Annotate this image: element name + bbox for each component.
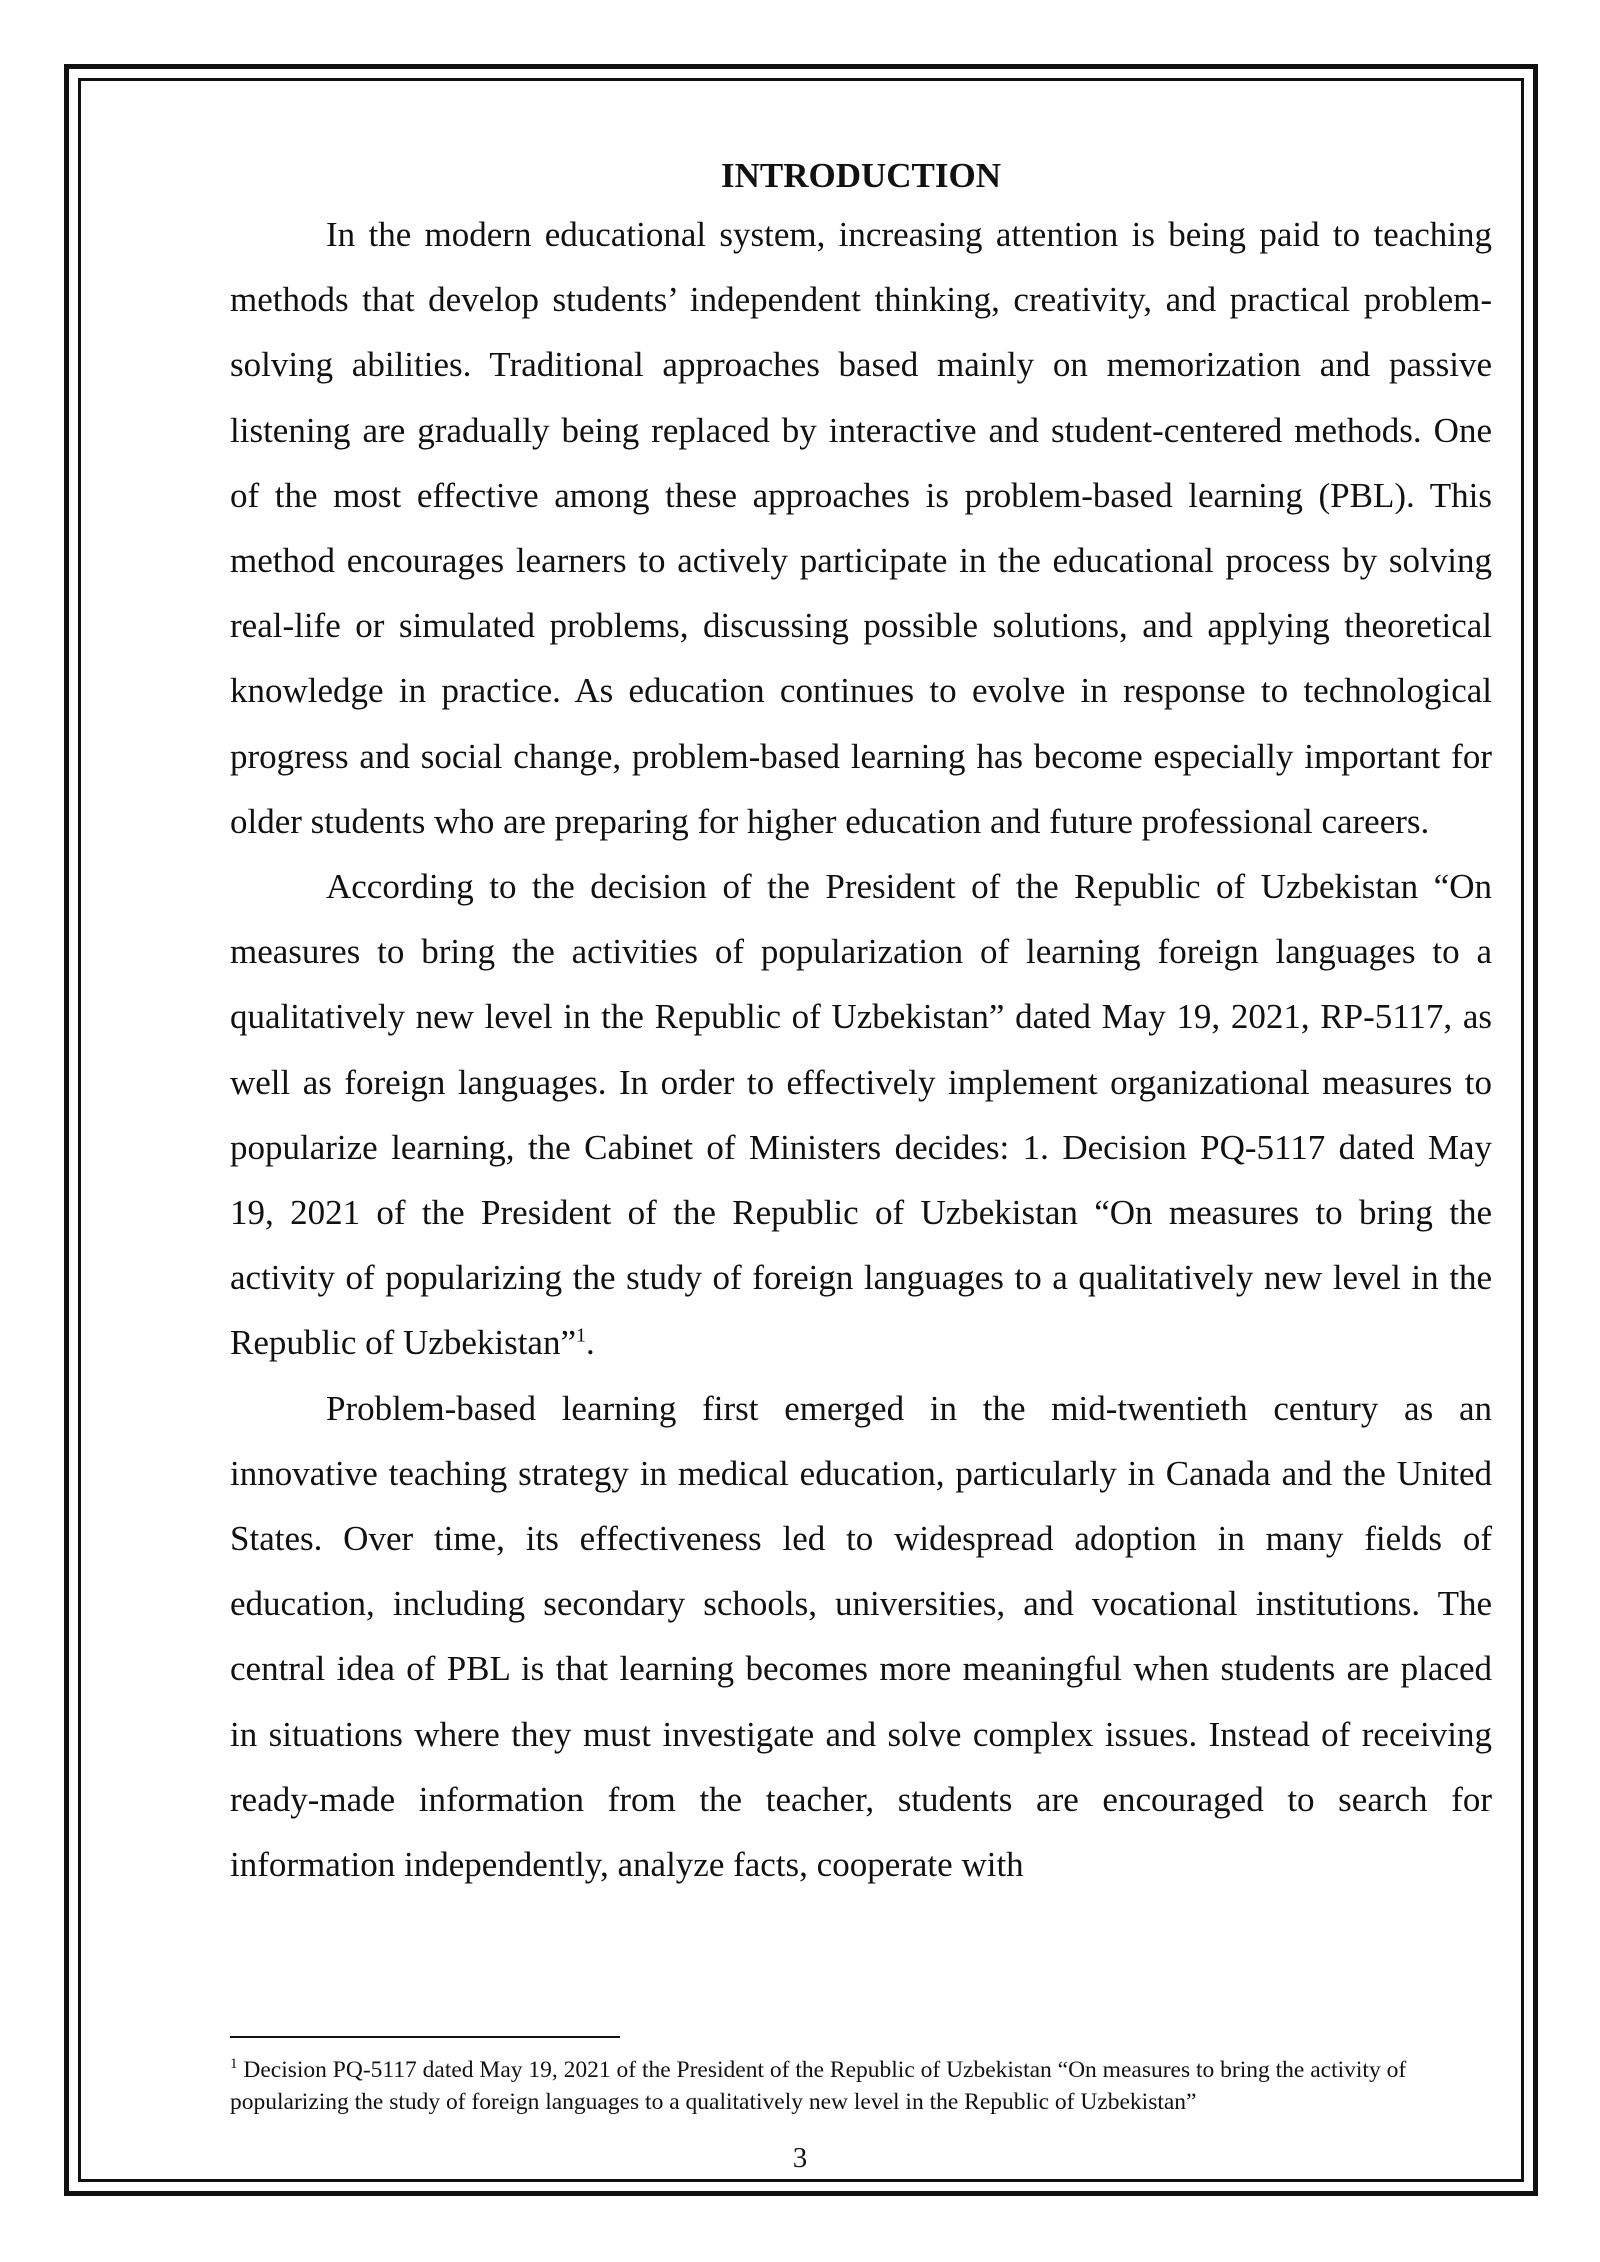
paragraph-1-text: In the modern educational system, increasing attention is being paid to teaching methods that develop students’ independent thinking, creativity, and practical problem-solving abilities. Traditional approaches based mainly on memorization and passive listening are gradually being replaced by interactive and student-centered methods. One of the most effective among these approaches is problem-based learning (PBL). This method encourages learners to actively participate in the educational process by solving real-life or simulated problems, discussing possible solutions, and applying theoretical knowledge in practice. As education continues to evolve in response to technological progress and social change, problem-based learning has become especially important for older students who are preparing for higher education and future professional careers. — [230, 215, 1492, 841]
paragraph-2 — [230, 854, 1492, 1376]
page-number: 3 — [792, 2142, 808, 2174]
section-heading: INTRODUCTION — [720, 156, 1002, 195]
paragraph-2-trailing: . — [586, 1323, 595, 1363]
paragraph-3 — [230, 1376, 1492, 1898]
paragraph-1 — [230, 202, 1492, 854]
footnote-reference[interactable]: 1 — [576, 1324, 587, 1347]
footnote-separator — [230, 2036, 620, 2038]
footnote-marker: 1 — [230, 2056, 238, 2073]
page-body — [230, 150, 1492, 1897]
footnote-text: Decision PQ-5117 dated May 19, 2021 of the President of the Republic of Uzbekistan “On measures to bring the activity of popularizing the study of foreign languages to a qualitatively new level in the Republic of Uzbekistan” — [230, 2057, 1407, 2115]
paragraph-3-text: Problem-based learning first emerged in the mid-twentieth century as an innovative teaching strategy in medical education, particularly in Canada and the United States. Over time, its effectiveness led to widespread adoption in many fields of education, including secondary schools, universities, and vocational institutions. The central idea of PBL is that learning becomes more meaningful when students are placed in situations where they must investigate and solve complex issues. Instead of receiving ready-made information from the teacher, students are encouraged to search for information independently, analyze facts, cooperate with — [230, 1388, 1492, 1885]
paragraph-2-text: According to the decision of the President of the Republic of Uzbekistan “On measures to bring the activities of popularization of learning foreign languages to a qualitatively new level in the Republic of Uzbekistan” dated May 19, 2021, RP-5117, as well as foreign languages. In order to effectively implement organizational measures to popularize learning, the Cabinet of Ministers decides: 1. Decision PQ-5117 dated May 19, 2021 of the President of the Republic of Uzbekistan “On measures to bring the activity of popularizing the study of foreign languages to a qualitatively new level in the Republic of Uzbekistan” — [230, 867, 1492, 1363]
footnote — [230, 2054, 1492, 2118]
